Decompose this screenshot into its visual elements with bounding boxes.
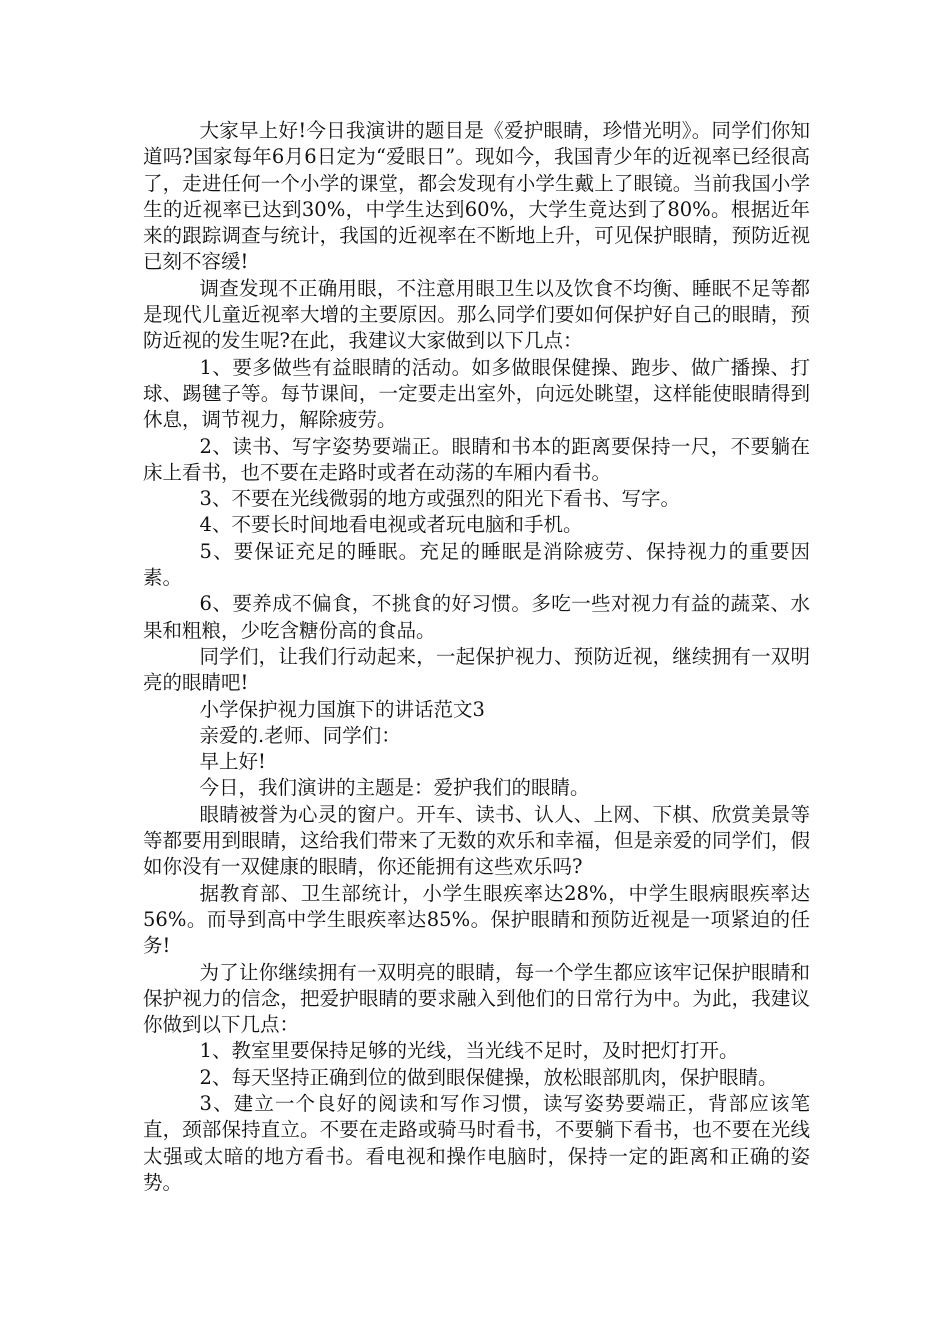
list-item-3: 3、不要在光线微弱的地方或强烈的阳光下看书、写字。: [199, 487, 680, 511]
paragraph-eyes-window: 眼睛被誉为心灵的窗户。开车、读书、认人、上网、下棋、欣赏美景等等都要用到眼睛，这给我们带来了无数的欢乐和幸福，但是亲爱的同学们，假如你没有一双健康的眼睛，你还能拥有这些欢乐吗?: [143, 802, 810, 879]
suggestion-item-1: 1、教室里要保持足够的光线，当光线不足时，及时把灯打开。: [199, 1039, 739, 1063]
paragraph-closing: 同学们，让我们行动起来，一起保护视力、预防近视，继续拥有一双明亮的眼睛吧!: [143, 644, 810, 695]
list-item-6: 6、要养成不偏食，不挑食的好习惯。多吃一些对视力有益的蔬菜、水果和粗粮，少吃含糖份高的食品。: [143, 592, 810, 642]
paragraph-topic: 今日，我们演讲的主题是：爱护我们的眼睛。: [199, 776, 590, 800]
greeting: 早上好!: [199, 750, 266, 774]
list-item-2: 2、读书、写字姿势要端正。眼睛和书本的距离要保持一尺，不要躺在床上看书，也不要在走路时或者在动荡的车厢内看书。: [143, 434, 810, 484]
paragraph-intro: 大家早上好!今日我演讲的题目是《爱护眼睛，珍惜光明》。同学们你知道吗?国家每年6月6日定为“爱眼日”。现如今，我国青少年的近视率已经很高了，走进任何一个小学的课堂，都会发现有小学生戴上了眼镜。当前我国小学生的近视率已达到30%，中学生达到60%，大学生竟达到了80%。根据近年来的跟踪调查与统计，我国的近视率在不断地上升，可见保护眼睛，预防近视已刻不容缓!: [143, 119, 810, 274]
salutation: 亲爱的.老师、同学们：: [199, 723, 401, 747]
paragraph-causes: 调查发现不正确用眼，不注意用眼卫生以及饮食不均衡、睡眠不足等都是现代儿童近视率大增的主要原因。那么同学们要如何保护好自己的眼睛，预防近视的发生呢?在此，我建议大家做到以下几点：: [143, 276, 810, 353]
list-item-4: 4、不要长时间地看电视或者玩电脑和手机。: [199, 513, 583, 537]
suggestion-item-3: 3、建立一个良好的阅读和写作习惯，读写姿势要端正，背部应该笔直，颈部保持直立。不要在走路或骑马时看书，不要躺下看书，也不要在光线太强或太暗的地方看书。看电视和操作电脑时，保持一定的距离和正确的姿势。: [143, 1091, 810, 1194]
paragraph-statistics: 据教育部、卫生部统计，小学生眼疾率达28%，中学生眼病眼疾率达56%。而导到高中学生眼疾率达85%。保护眼睛和预防近视是一项紧迫的任务!: [143, 881, 810, 958]
section-title: 小学保护视力国旗下的讲话范文3: [199, 697, 485, 721]
paragraph-suggestions: 为了让你继续拥有一双明亮的眼睛，每一个学生都应该牢记保护眼睛和保护视力的信念，把爱护眼睛的要求融入到他们的日常行为中。为此，我建议你做到以下几点：: [143, 960, 810, 1037]
suggestion-item-2: 2、每天坚持正确到位的做到眼保健操，放松眼部肌肉，保护眼睛。: [199, 1065, 778, 1089]
list-item-1: 1、要多做些有益眼睛的活动。如多做眼保健操、跑步、做广播操、打球、踢毽子等。每节课间，一定要走出室外，向远处眺望，这样能使眼睛得到休息，调节视力，解除疲劳。: [143, 355, 810, 432]
list-item-5: 5、要保证充足的睡眠。充足的睡眠是消除疲劳、保持视力的重要因素。: [143, 539, 810, 590]
document-page: [143, 118, 810, 1196]
